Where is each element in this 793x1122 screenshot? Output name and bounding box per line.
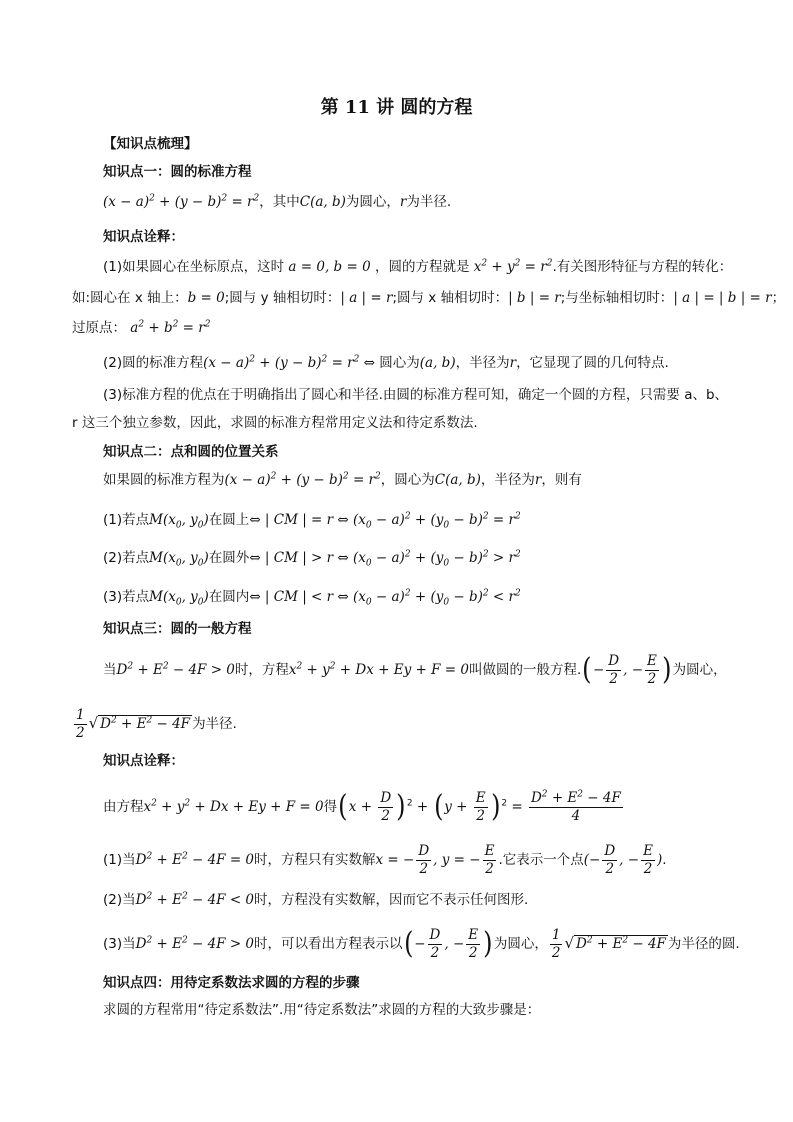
k1-heading: 知识点一：圆的标准方程 xyxy=(103,164,252,180)
k2-case-on: (1)若点$M(x_0$, $y_0$)在圆上⇔ | CM | = r ⇔ $(x_0 - a)^2 + (y_0 - b)^2 = r^2$ xyxy=(103,511,521,531)
note1-p3-line1: (3)标准方程的优点在于明确指出了圆心和半径.由圆的标准方程可知，确定一个圆的方程，只需要 a、b、 xyxy=(103,387,729,403)
note1-p2: (2)圆的标准方程$(x - a)^2 + (y - b)^2 = r^2$ ⇔ 圆心为(a, b)，半径为r，它显现了圆的几何特点. xyxy=(103,354,669,371)
note1-p1-line3: 过原点： $a^2 + b^2 = r^2$ xyxy=(72,319,211,336)
k3-general-equation: 当$D^2 + E^2 - 4F > 0$时，方程$x^2 + y^2 + Dx + Ey + F = 0$叫做圆的一般方程.(− $\frac{D}{2}$ , − $\frac{E}{2}$ )为圆心， xyxy=(103,652,727,687)
note3-case1: (1)当$D^2 + E^2 - 4F = 0$时，方程只有实数解x = − $\frac{D}{2}$ , y = − $\frac{E}{2}$ .它表示一个点(− $\frac{D}{2}$ , − $\frac{E}{2}$ ). xyxy=(103,842,667,877)
note1-p1-line1: (1)如果圆心在坐标原点，这时 a = 0, b = 0 ，圆的方程就是 $x^2 + y^2 = r^2$.有关图形特征与方程的转化： xyxy=(103,258,733,275)
section-heading: 【知识点梳理】 xyxy=(103,136,198,152)
note3-heading: 知识点诠释： xyxy=(103,753,184,769)
k2-case-in: (3)若点$M(x_0$, $y_0$)在圆内⇔ | CM | < r ⇔ $(x_0 - a)^2 + (y_0 - b)^2 < r^2$ xyxy=(103,588,521,608)
page-title: 第 11 讲 圆的方程 xyxy=(320,97,473,118)
k3-derivation: 由方程$x^2 + y^2 + Dx + Ey + F = 0$得(x + $\frac{D}{2}$ )$^2$ + (y + $\frac{E}{2}$ )$^2$ = $\frac{D^2 + E^2 - 4F}{4}$ xyxy=(103,789,621,824)
k3-heading: 知识点三：圆的一般方程 xyxy=(103,621,252,637)
k2-intro: 如果圆的标准方程为$(x - a)^2 + (y - b)^2 = r^2$，圆心为C(a, b)，半径为r，则有 xyxy=(103,471,582,488)
note1-heading: 知识点诠释： xyxy=(103,229,184,245)
k2-heading: 知识点二：点和圆的位置关系 xyxy=(103,444,279,460)
k3-radius-line: $\frac{1}{2}$ √ $D^2 + E^2 - 4F$ 为半径. xyxy=(76,706,237,741)
k4-heading: 知识点四：用待定系数法求圆的方程的步骤 xyxy=(103,975,360,991)
note1-p3-line2: r 这三个独立参数，因此，求圆的标准方程常用定义法和待定系数法. xyxy=(72,415,478,431)
standard-equation: $(x - a)^2 + (y - b)^2 = r^2$ xyxy=(103,193,260,210)
k1-equation-line: $(x - a)^2 + (y - b)^2 = r^2$，其中C(a, b)为圆心，r为半径. xyxy=(103,193,452,210)
note1-p1-line2: 如:圆心在 x 轴上：b = 0;圆与 y 轴相切时：| a | = r;圆与 x 轴相切时：| b | = r;与坐标轴相切时：| a | = | b | = r； xyxy=(72,290,786,306)
k2-case-out: (2)若点$M(x_0$, $y_0$)在圆外⇔ | CM | > r ⇔ $(x_0 - a)^2 + (y_0 - b)^2 > r^2$ xyxy=(103,549,521,569)
note3-case3: (3)当$D^2 + E^2 - 4F > 0$时，可以看出方程表示以(− $\frac{D}{2}$ , − $\frac{E}{2}$ )为圆心， $\frac{1}{2}$ √ $D^2 + E^2 - 4F$ 为半径的圆. xyxy=(103,926,740,961)
k4-paragraph: 求圆的方程常用“待定系数法”.用“待定系数法”求圆的方程的大致步骤是： xyxy=(103,1002,541,1018)
note3-case2: (2)当$D^2 + E^2 - 4F < 0$时，方程没有实数解，因而它不表示任何图形. xyxy=(103,891,529,908)
